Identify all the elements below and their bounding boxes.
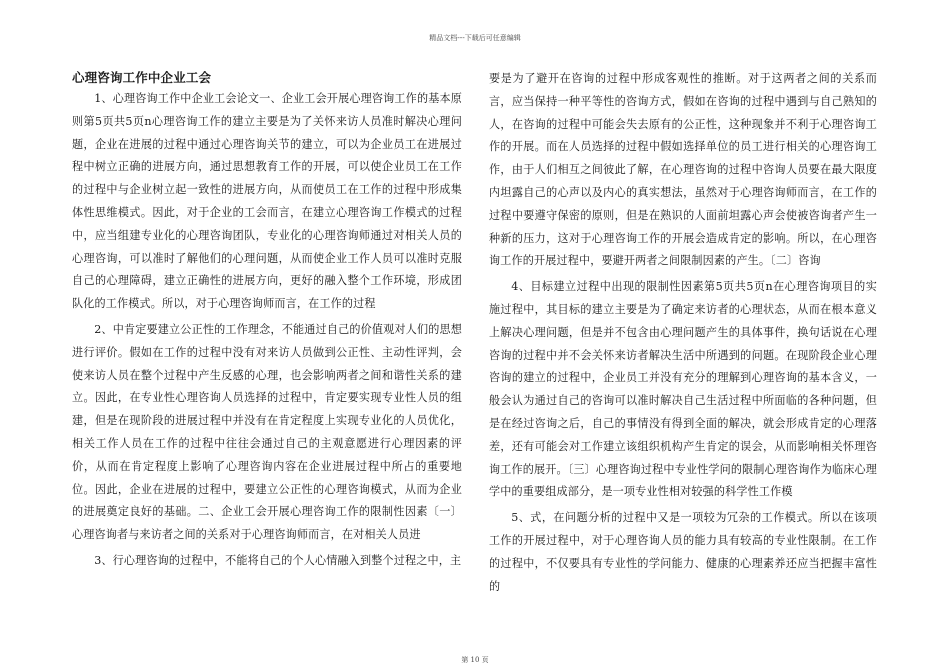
paragraph-3-continued: 要是为了避开在咨询的过程中形成客观性的推断。对于这两者之间的关系而言，应当保持一种平等性的咨询方式，假如在咨询的过程中遇到与自己熟知的人，在咨询的过程中可能会失去原有的公正性，这种现象并不利于心理咨询工作的开展。而在人员选择的过程中假如选择单位的员工进行相关的心理咨询工作，由于人们相互之间彼此了解，在心理咨询的过程中咨询人员要在最大限度内坦露自己的心声以及内心的真实想法，虽然对于心理咨询师而言，在工作的过程中要遵守保密的原则，但是在熟识的人面前坦露心声会使被咨询者产生一种新的压力，这对于心理咨询工作的开展会造成肯定的影响。所以，在心理咨询工作的开展过程中，要避开两者之间限制因素的产生。〔二〕咨询 [489, 72, 877, 268]
right-column [489, 68, 877, 601]
paragraph-2: 2、中肯定要建立公正性的工作理念，不能通过自己的价值观对人们的思想进行评价。假如在工作的过程中没有对来访人员做到公正性、主动性评判，会使来访人员在整个过程中产生反感的心理，也会影响两者之间和谐性关系的建立。因此，在专业性心理咨询人员选择的过程中，肯定要实现专业性人员的组建，但是在现阶段的进展过程中并没有在肯定程度上实现专业化的人员优化，相关工作人员在工作的过程中往往会通过自己的主观意愿进行心理因素的评价，从而在肯定程度上影响了心理咨询内容在企业进展过程中所占的重要地位。因此，企业在进展的过程中，要建立公正性的心理咨询模式，从而为企业的进展奠定良好的基础。二、企业工会开展心理咨询工作的限制性因素〔一〕心理咨询者与来访者之间的关系对于心理咨询师而言，在对相关人员进 [72, 322, 462, 542]
page-header: 精品文档---下载后可任意编辑 [429, 34, 521, 42]
article-title: 心理咨询工作中企业工会 [72, 70, 212, 85]
paragraph-1: 1、心理咨询工作中企业工会论文一、企业工会开展心理咨询工作的基本原则第5页共5页n心理咨询工作的建立主要是为了关怀来访人员准时解决心理问题，企业在进展的过程中通过心理咨询关节的建立，可以为企业员工在进展过程中树立正确的进展方向，通过思想教育工作的开展，可以使企业员工在工作的过程中与企业树立起一致性的进展方向，从而使员工在工作的过程中形成集体性思维模式。因此，对于企业的工会而言，在建立心理咨询工作模式的过程中，应当组建专业化的心理咨询团队，专业化的心理咨询师通过对相关人员的心理咨询，可以准时了解他们的心理问题，从而使企业工作人员可以准时克服自己的心理障碍，建立正确性的进展方向，更好的融入整个工作环境，形成团队化的工作模式。所以，对于心理咨询师而言，在工作的过程 [72, 92, 462, 311]
left-column [72, 68, 462, 576]
page-number: 第 10 页 [461, 656, 489, 664]
paragraph-4: 4、目标建立过程中出现的限制性因素第5页共5页n在心理咨询项目的实施过程中，其目标的建立主要是为了确定来访者的心理状态，从而在根本意义上解决心理问题，但是并不包含由心理问题产生的具体事件，换句话说在心理咨询的过程中并不会关怀来访者解决生活中所遇到的问题。在现阶段企业心理咨询的建立的过程中，企业员工并没有充分的理解到心理咨询的基本含义，一般会认为通过自己的咨询可以准时解决自己生活过程中所面临的各种问题，但是在经过咨询之后，自己的事情没有得到全面的解决，就会形成肯定的心理落差，还有可能会对工作建立该组织机构产生肯定的误会，从而影响相关怀理咨询工作的展开。〔三〕心理咨询过程中专业性学问的限制心理咨询作为临床心理学中的重要组成部分，是一项专业性相对较强的科学性工作模 [489, 280, 877, 499]
paragraph-3: 3、行心理咨询的过程中，不能将自己的个人心情融入到整个过程之中，主 [94, 553, 462, 567]
paragraph-5: 5、式，在问题分析的过程中又是一项较为冗杂的工作模式。所以在该项工作的开展过程中，对于心理咨询人员的能力具有较高的专业性限制。在工作的过程中，不仅要具有专业性的学问能力、健康的心理素养还应当把握丰富性的 [489, 511, 877, 593]
